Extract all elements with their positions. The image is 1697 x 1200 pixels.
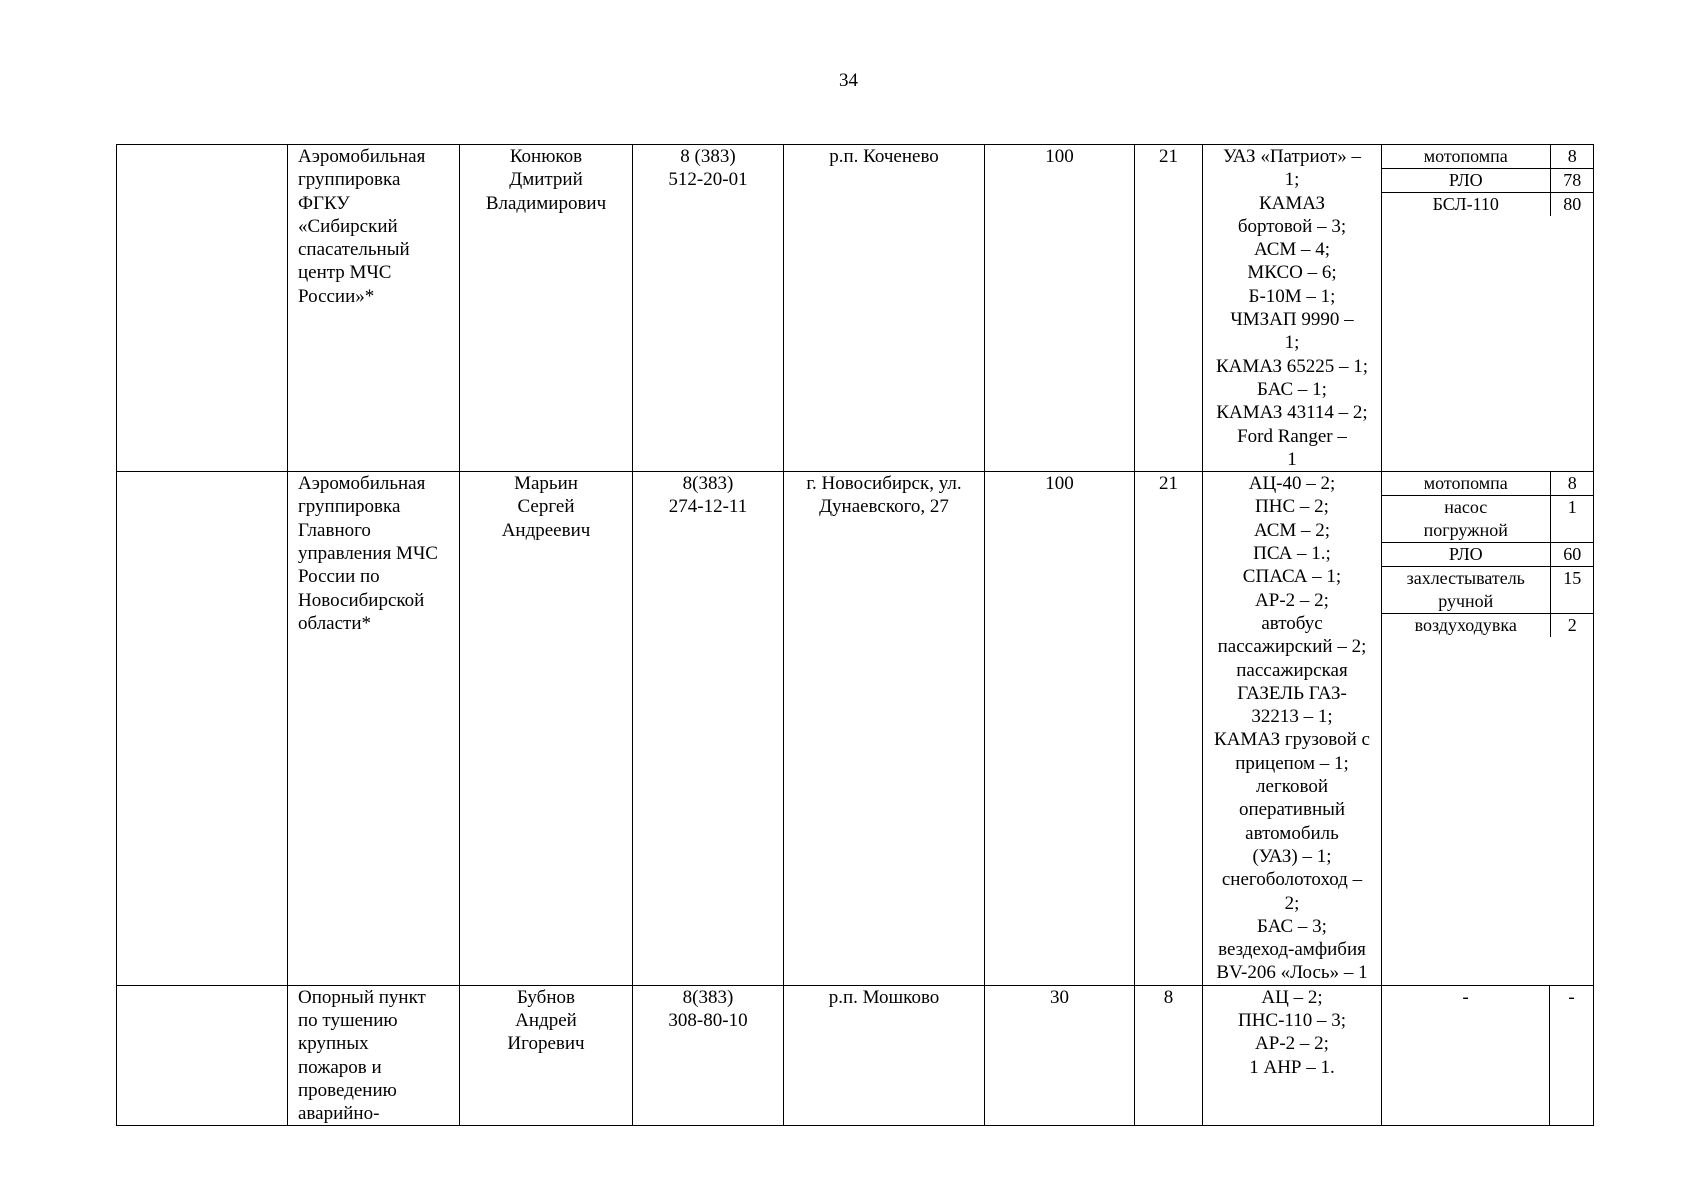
person-cell: Конюков Дмитрий Владимирович bbox=[460, 145, 633, 472]
org-cell: Опорный пункт по тушению крупных пожаров и проведению аварийно- bbox=[288, 985, 460, 1126]
equipment-name: воздуходувка bbox=[1414, 615, 1517, 636]
table-row bbox=[117, 145, 1594, 472]
equipment-qty: 8 bbox=[1550, 472, 1594, 496]
address-cell: г. Новосибирск, ул. Дунаевского, 27 bbox=[784, 472, 985, 986]
equipment-qty: - bbox=[1550, 985, 1594, 1126]
units-count-cell: 21 bbox=[1135, 472, 1203, 986]
resources-table bbox=[116, 144, 1594, 1126]
phone-cell: 8(383) 274-12-11 bbox=[633, 472, 784, 986]
equipment-qty: 80 bbox=[1550, 193, 1594, 217]
equipment-row bbox=[1382, 145, 1594, 169]
equipment-table bbox=[1382, 145, 1594, 216]
org-cell: Аэромобильная группировка Главного управления МЧС России по Новосибирской области* bbox=[288, 472, 460, 986]
vehicles-cell: АЦ – 2; ПНС-110 – 3; АР-2 – 2; 1 АНР – 1. bbox=[1203, 985, 1382, 1126]
equipment-table bbox=[1382, 472, 1594, 637]
equipment-name: захлестыватель ручной bbox=[1382, 567, 1550, 614]
phone-cell: 8 (383) 512-20-01 bbox=[633, 145, 784, 472]
equipment-name: мотопомпа bbox=[1382, 472, 1550, 496]
equipment-name: РЛО bbox=[1382, 543, 1550, 567]
equipment-qty: 60 bbox=[1550, 543, 1594, 567]
equipment-name: РЛО bbox=[1382, 169, 1550, 193]
equipment-qty: 78 bbox=[1550, 169, 1594, 193]
equipment-row bbox=[1382, 496, 1594, 543]
empty-cell bbox=[117, 985, 288, 1126]
address-cell: р.п. Коченево bbox=[784, 145, 985, 472]
phone-cell: 8(383) 308-80-10 bbox=[633, 985, 784, 1126]
table-row bbox=[117, 985, 1594, 1126]
empty-cell bbox=[117, 472, 288, 986]
page-number: 34 bbox=[839, 70, 858, 91]
vehicles-cell: УАЗ «Патриот» – 1; КАМАЗ бортовой – 3; АСМ – 4; МКСО – 6; Б-10М – 1; ЧМЗАП 9990 – 1; КАМАЗ 65225 – 1; БАС – 1; КАМАЗ 43114 – 2; Ford Ranger – 1 bbox=[1203, 145, 1382, 472]
equipment-qty: 1 bbox=[1550, 496, 1594, 543]
equipment-row bbox=[1382, 193, 1594, 217]
equipment-row bbox=[1382, 614, 1594, 638]
equipment-row bbox=[1382, 472, 1594, 496]
equipment-row bbox=[1382, 543, 1594, 567]
person-cell: Бубнов Андрей Игоревич bbox=[460, 985, 633, 1126]
units-count-cell: 21 bbox=[1135, 145, 1203, 472]
equipment-name: насос погружной bbox=[1382, 496, 1550, 543]
equipment-cell bbox=[1382, 472, 1594, 986]
equipment-qty: 8 bbox=[1550, 145, 1594, 169]
people-count-cell: 30 bbox=[985, 985, 1135, 1126]
table-row bbox=[117, 472, 1594, 986]
units-count-cell: 8 bbox=[1135, 985, 1203, 1126]
empty-cell bbox=[117, 145, 288, 472]
person-cell: Марьин Сергей Андреевич bbox=[460, 472, 633, 986]
equipment-name: БСЛ-110 bbox=[1432, 194, 1499, 214]
equipment-qty: 2 bbox=[1550, 614, 1594, 638]
equipment-row bbox=[1382, 169, 1594, 193]
equipment-row bbox=[1382, 567, 1594, 614]
org-cell: Аэромобильная группировка ФГКУ «Сибирский спасательный центр МЧС России»* bbox=[288, 145, 460, 472]
equipment-name: - bbox=[1382, 985, 1550, 1126]
equipment-cell bbox=[1382, 145, 1594, 472]
people-count-cell: 100 bbox=[985, 472, 1135, 986]
vehicles-cell: АЦ-40 – 2; ПНС – 2; АСМ – 2; ПСА – 1.; СПАСА – 1; АР-2 – 2; автобус пассажирский – 2; пассажирская ГАЗЕЛЬ ГАЗ- 32213 – 1; КАМАЗ грузовой с прицепом – 1; легковой оперативный автомобиль (УАЗ) – 1; снегоболотоход – 2; БАС – 3; вездеход-амфибия BV-206 «Лось» – 1 bbox=[1203, 472, 1382, 986]
address-cell: р.п. Мошково bbox=[784, 985, 985, 1126]
people-count-cell: 100 bbox=[985, 145, 1135, 472]
equipment-qty: 15 bbox=[1550, 567, 1594, 614]
equipment-name: мотопомпа bbox=[1382, 145, 1550, 169]
